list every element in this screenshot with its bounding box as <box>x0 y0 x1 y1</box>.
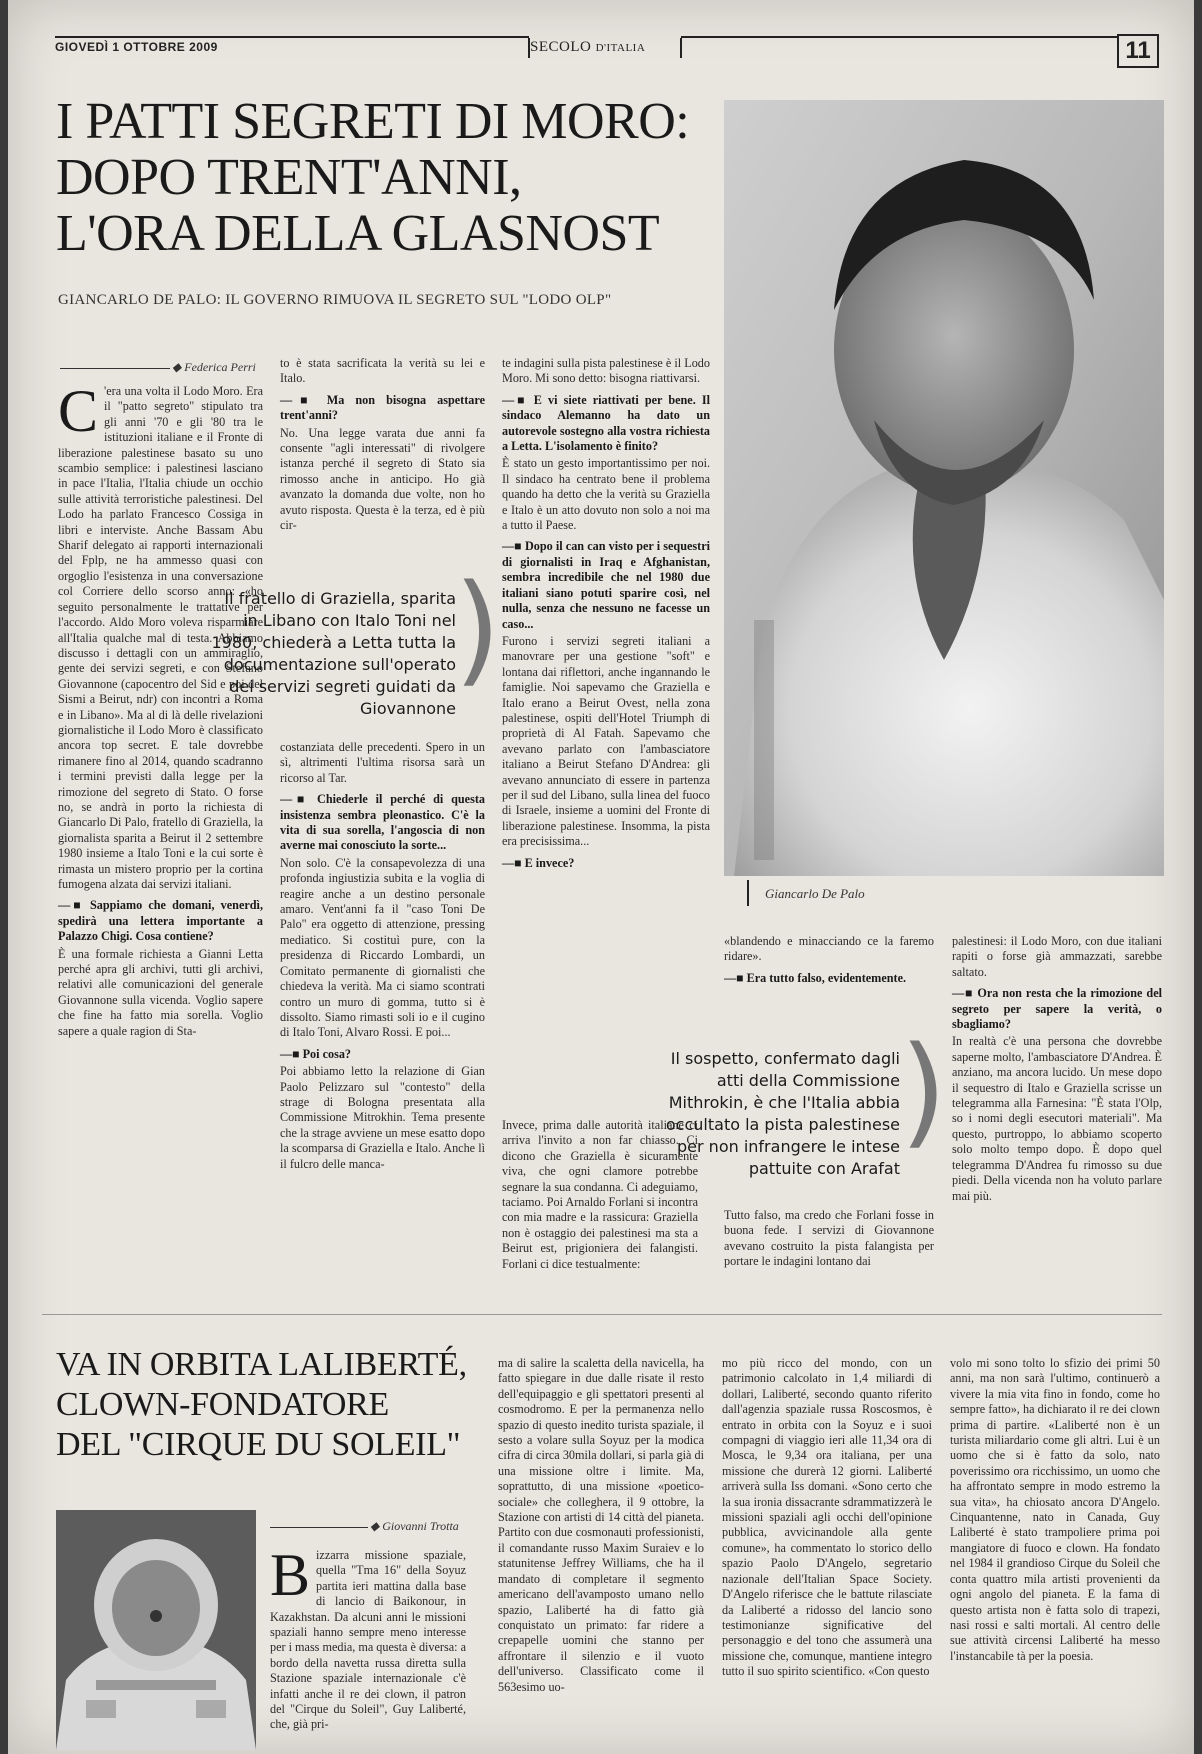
astronaut-photo <box>56 1510 256 1750</box>
paragraph: ma di salire la scaletta della navicella, ha fatto spiegare in due dalle risate il resto dell'equipaggio e gli spettatori presenti al cosmodromo. E per la permanenza nello spazio di questo inedito turista spaziale, il sesto a volare sulla Soyuz per la modica cifra di circa 30mila dollari, si parla già di una missione oltre i limite. Ma, soprattutto, di una missione «poetico-sociale» che colleghera, il 9 ottobre, la Stazione con artisti di 14 città del pianeta. Partito con due cosmonauti professionisti, il comandante russo Maxim Suraiev e lo statunitense Jeffrey Williams, che ha il mandato di completare il segmento americano dell'avamposto umano nello spazio, Laliberté ha di fatto già conquistato un primato: far ridere a crepapelle uomini che stanno per affrontare il silenzio e il vuoto dell'universo. Classificato come il 563esimo uo- <box>498 1356 704 1694</box>
interview-question: —■ Dopo il can can visto per i sequestri di giornalisti in Iraq e Afghanistan, sembra incredibile che nel 1980 due italiani siano potuti sparire così, nel nulla, senza che nessuno ne facesse un caso... <box>502 539 710 631</box>
paragraph-text: izzarra missione spaziale, quella "Tma 16" della Soyuz partita ieri mattina dalla base di lancio di Baikonour, in Kazakhstan. Da alcuni anni le missioni spaziali hanno sempre meno interesse per i mass media, ma questa è diversa: a bordo della navetta russa diretta sulla Stazione spaziale internazionale c'è infatti anche il re dei clown, il patron del "Cirque du Soleil", Guy Laliberté, che, già pri- <box>270 1548 466 1732</box>
pull-quote: Il fratello di Graziella, sparita in Libano con Italo Toni nel 1980, chiederà a Letta tutta la documentazione sull'operato dei servizi segreti guidati da Giovannone <box>211 589 456 718</box>
headline-line: CLOWN-FONDATORE <box>56 1386 389 1423</box>
drop-cap: C <box>58 378 99 444</box>
article1-column-2-top <box>280 356 485 535</box>
paragraph <box>270 1548 466 1733</box>
caption-rule <box>747 880 749 906</box>
byline-name: Giovanni Trotta <box>382 1519 459 1533</box>
headline-line: DEL "CIRQUE DU SOLEIL" <box>56 1426 461 1463</box>
interview-question: —■ Era tutto falso, evidentemente. <box>724 971 934 986</box>
photo-caption: Giancarlo De Palo <box>765 886 865 901</box>
headline-line: L'ORA DELLA GLASNOST <box>56 205 660 262</box>
byline-rule <box>60 368 170 369</box>
paragraph: costanziata delle precedenti. Spero in un sì, altrimenti l'ultima risorsa sarà un ricorso al Tar. <box>280 740 485 785</box>
byline-name: Federica Perri <box>184 360 256 374</box>
article2-column-1 <box>270 1548 466 1744</box>
interview-question: —■ Ora non resta che la rimozione del segreto per sapere la verità, o sbagliamo? <box>952 986 1162 1032</box>
header-rule-right <box>681 36 1117 38</box>
paragraph: No. Una legge varata due anni fa consente "agli interessati" di rivolgere istanza perché il segreto di Stato sia rimosso anche in anticipo. Ho già avanzato la domanda due volte, non ho avuto risposta. Questa è la terza, ed è più cir- <box>280 425 485 533</box>
paragraph: In realtà c'è una persona che dovrebbe saperne molto, l'ambasciatore D'Andrea. È anziano, ma ancora lucido. Un mese dopo il sequestro di Italo e Graziella scrisse un telegramma alla Farnesina: "È stata l'Olp, so i nomi degli esecutori materiali". Ma questo, purtroppo, lo abbiamo scoperto solo molto tempo dopo. È dopo quel telegramma D'Andrea fu rimosso su due piedi. Della vicenda non ha voluto parlare mai più. <box>952 1034 1162 1203</box>
paragraph: Invece, prima dalle autorità italiane ci arriva l'invito a non far chiasso. Ci dicono che Graziella è sicuramente viva, che ogni clamore potrebbe segnare la sua condanna. Ci adeguiamo, taciamo. Poi Arnaldo Forlani si incontra con mia madre e la rassicura: Graziella non è ostaggio dei palestinesi ma sta a Beirut est, prigioniera dei falangisti. Forlani ci dice testualmente: <box>502 1118 698 1271</box>
article2-column-4 <box>950 1356 1160 1746</box>
interview-question: —■ Sappiamo che domani, venerdì, spedirà una lettera importante a Palazzo Chigi. Cosa contiene? <box>58 898 263 944</box>
paper-name-main: SECOLO <box>530 39 592 55</box>
article1-column-4-top <box>724 934 934 988</box>
paragraph: Non solo. C'è la consapevolezza di una profonda ingiustizia subita e la voglia di reagire anche a un destino personale amaro. Vent'anni fa il "caso Toni De Palo" era oggetto di attenzione, pressing mediatico. Si costituì pure, con la presidenza di Riccardo Lombardi, un Comitato permanente di giornalisti che chiedeva la verità. Ma ci siamo scontrati contro un muro di gomma, tutto si è dissolto. Siamo rimasti soli io e il cugino di Italo Toni, Alvaro Rossi. E poi... <box>280 855 485 1040</box>
paragraph: È una formale richiesta a Gianni Letta perché apra gli archivi, tutti gli archivi, relativi alle comunicazioni del generale Giovannone sulla vicenda. Voglio sapere che fine ha fatto mia sorella. Voglio sapere a quale ragion di Sta- <box>58 946 263 1038</box>
paragraph: Poi abbiamo letto la relazione di Gian Paolo Pelizzaro sul "contesto" della strage di Bologna presentata alla Commissione Mitrokhin. Tema presente che la strage avviene un mese esatto dopo la scomparsa di Graziella e Italo. Anche lì il fulcro delle manca- <box>280 1064 485 1171</box>
page-number: 11 <box>1117 34 1159 68</box>
paragraph: Tutto falso, ma credo che Forlani fosse in buona fede. I servizi di Giovannone avevano costruito la pista falangista per portare le indagini lontano dai <box>724 1208 934 1269</box>
pull-quote-bracket: ) <box>454 560 501 699</box>
headline-line: VA IN ORBITA LALIBERTÉ, <box>56 1346 467 1383</box>
portrait-photo <box>724 100 1164 876</box>
paragraph-text: 'era una volta il Lodo Moro. Era il "patto segreto" stipulato tra gli anni '70 e gli '80 tra le istituzioni italiane e il Fronte di liberazione palestinese basato su uno scambio semplice: i palestinesi lasciano in pace l'Italia, l'Italia chiude un occhio sulle attività terroristiche palestinesi. Del Lodo ha parlato Francesco Cossiga in libri e interviste. Anche Bassam Abu Sharif delegato ai rapporti internazionali del Fplp, ne ha ammesso quasi con orgoglio l'esistenza in una conversazione col Corriere dello scorso anno: «ho seguito personalmente le trattative per l'accordo. Aldo Moro voleva risparmiare all'Italia qualche mal di testa. Abbiamo discusso i dettagli con un ammiraglio, gente dei servizi segreti, e con Stefano Giovannone (capocentro del Sid e poi del Sismi a Beirut, ndr) con incontri a Roma e in Libano». Ma al di là delle rivelazioni giornalistiche il Lodo Moro è classificato ancora top secret. E tale dovrebbe rimanere fino al 2014, quando scadranno i termini previsti dalla legge per la rimozione del segreto di Stato. O forse no, se andrà in porto la richiesta di Giancarlo Di Palo, fratello di Graziella, la giornalista sparita a Beirut il 2 settembre 1980 insieme a Italo Toni e la cui sorte è rimasta un mistero proprio per la cortina fumogena alzata dai servizi italiani. <box>58 384 263 891</box>
paragraph: Furono i servizi segreti italiani a manovrare per una gestione "soft" e lontana dai riflettori, anche ingannando le famiglie. Noi sapevamo che Graziella e Italo erano a Beirut Ovest, nella zona palestinese, ospiti dell'Hotel Triumph di proprietà di Al Fatah. Sapevamo che avevano parlato con l'ambasciatore italiano a Beirut Stefano D'Andrea: gli avevano annunciato di essere in partenza per il sud del Libano, sulla linea del fuoco di Israele, insieme a uomini del Fronte di liberazione palestinese. Insomma, la pista era precisissima... <box>502 633 710 849</box>
article2-byline: ◆ Giovanni Trotta <box>370 1519 459 1533</box>
newspaper-name <box>530 39 645 56</box>
header-divider <box>680 38 682 58</box>
article2-column-2 <box>498 1356 704 1746</box>
header-rule-left <box>55 36 529 38</box>
paragraph: palestinesi: il Lodo Moro, con due italiani rapiti o forse già ammazzati, sarebbe saltato. <box>952 934 1162 979</box>
paragraph: È stato un gesto importantissimo per noi. Il sindaco ha centrato bene il problema quando ha detto che la verità su Graziella e Italo è un atto dovuto non solo a noi ma a tutto il Paese. <box>502 456 710 533</box>
article1-headline <box>56 94 716 262</box>
interview-question: —■ Chiederle il perché di questa insistenza sembra pleonastico. C'è la vita di sua sorella, l'angoscia di non averne mai conosciuto la sorte... <box>280 792 485 854</box>
article1-column-5 <box>952 934 1162 1206</box>
issue-date: GIOVEDÌ 1 OTTOBRE 2009 <box>55 40 218 54</box>
article1-column-2-bottom <box>280 740 485 1174</box>
paragraph: mo più ricco del mondo, con un patrimonio calcolato in 1,4 miliardi di dollari, Laliberté, secondo quanto riferito dall'agenzia spaziale russa Roscosmos, è entrato in orbita con la Soyuz e i suoi compagni di viaggio ieri alle 11,34 ora di Mosca, le 9,34 ora italiana, per una missione che durerà 12 giorni. Laliberté arriverà sulla Iss domani. «Sono certo che la sua ironia dissacrante sdrammatizzerà le missioni spaziali agli occhi dell'opinione pubblica, avvicinandole alla gente comune», ha commentato lo storico dello spazio Paolo D'Angelo, segretario nazionale dell'Italian Space Society. D'Angelo riferisce che le battute rilasciate da Laliberté a ridosso del lancio sono testimonianze significative del personaggio e del tono che assumerà una missione che, comunque, mantiene integro tutto il suo spirito scientifico. «Con questo <box>722 1356 932 1679</box>
pull-quote: Il sospetto, confermato dagli atti della Commissione Mithrokin, è che l'Italia abbia occultato la pista palestinese per non infrangere le intese pattuite con Arafat <box>665 1049 900 1178</box>
article2-headline <box>56 1345 496 1465</box>
article1-byline: ◆ Federica Perri <box>172 360 256 374</box>
newspaper-page <box>8 0 1194 1754</box>
paragraph: volo mi sono tolto lo sfizio dei primi 50 anni, ma non sarà l'ultimo, continuerò a vivere la mia vita fino in fondo, come ho sempre fatto», ha dichiarato il re dei clown prima di partire. «Laliberté non è un turista miliardario come gli altri. Lui è un uomo che si è fatto da solo, nato poverissimo ora ricchissimo, un uomo che ha affrontato sempre in modo estremo la sua vita», ha chiosato ancora D'Angelo. Cinquantenne, nato in Canada, Guy Laliberté è stato trampoliere prima poi mangiatore di fuoco e clown. Ha fondato nel 1984 il grandioso Cirque du Soleil che conta quattro mila artisti provenienti da ogni angolo del pianeta. E la fama di questo artista non è fatta solo di trapezi, nasi rossi e salti mortali. Al centro delle sue attività circensi Laliberté ha messo l'instancabile tà per la poesia. <box>950 1356 1160 1663</box>
drop-cap: B <box>270 1548 311 1608</box>
article1-column-4-bottom <box>724 1208 934 1272</box>
article-divider <box>42 1314 1162 1315</box>
paragraph: to è stata sacrificata la verità su lei e Italo. <box>280 356 485 386</box>
paragraph: te indagini sulla pista palestinese è il Lodo Moro. Mi sono detto: bisogna riattivarsi. <box>502 356 710 386</box>
byline-rule <box>270 1527 368 1528</box>
paper-name-suffix: D'ITALIA <box>595 42 646 54</box>
pull-quote-bracket: ) <box>900 1022 947 1161</box>
interview-question: —■ E vi siete riattivati per bene. Il sindaco Alemanno ha dato un autorevole sostegno alla vostra richiesta a Letta. L'isolamento è finito? <box>502 393 710 455</box>
interview-question: —■ Ma non bisogna aspettare trent'anni? <box>280 393 485 424</box>
interview-question: —■ Poi cosa? <box>280 1047 485 1062</box>
article1-subheadline: GIANCARLO DE PALO: IL GOVERNO RIMUOVA IL SEGRETO SUL "LODO OLP" <box>58 292 612 308</box>
article1-column-3-top <box>502 356 710 873</box>
interview-question: —■ E invece? <box>502 856 710 871</box>
headline-line: DOPO TRENT'ANNI, <box>56 149 522 206</box>
paragraph: «blandendo e minacciando ce la faremo ridare». <box>724 934 934 964</box>
headline-line: I PATTI SEGRETI DI MORO: <box>56 93 690 150</box>
article2-column-3 <box>722 1356 932 1746</box>
